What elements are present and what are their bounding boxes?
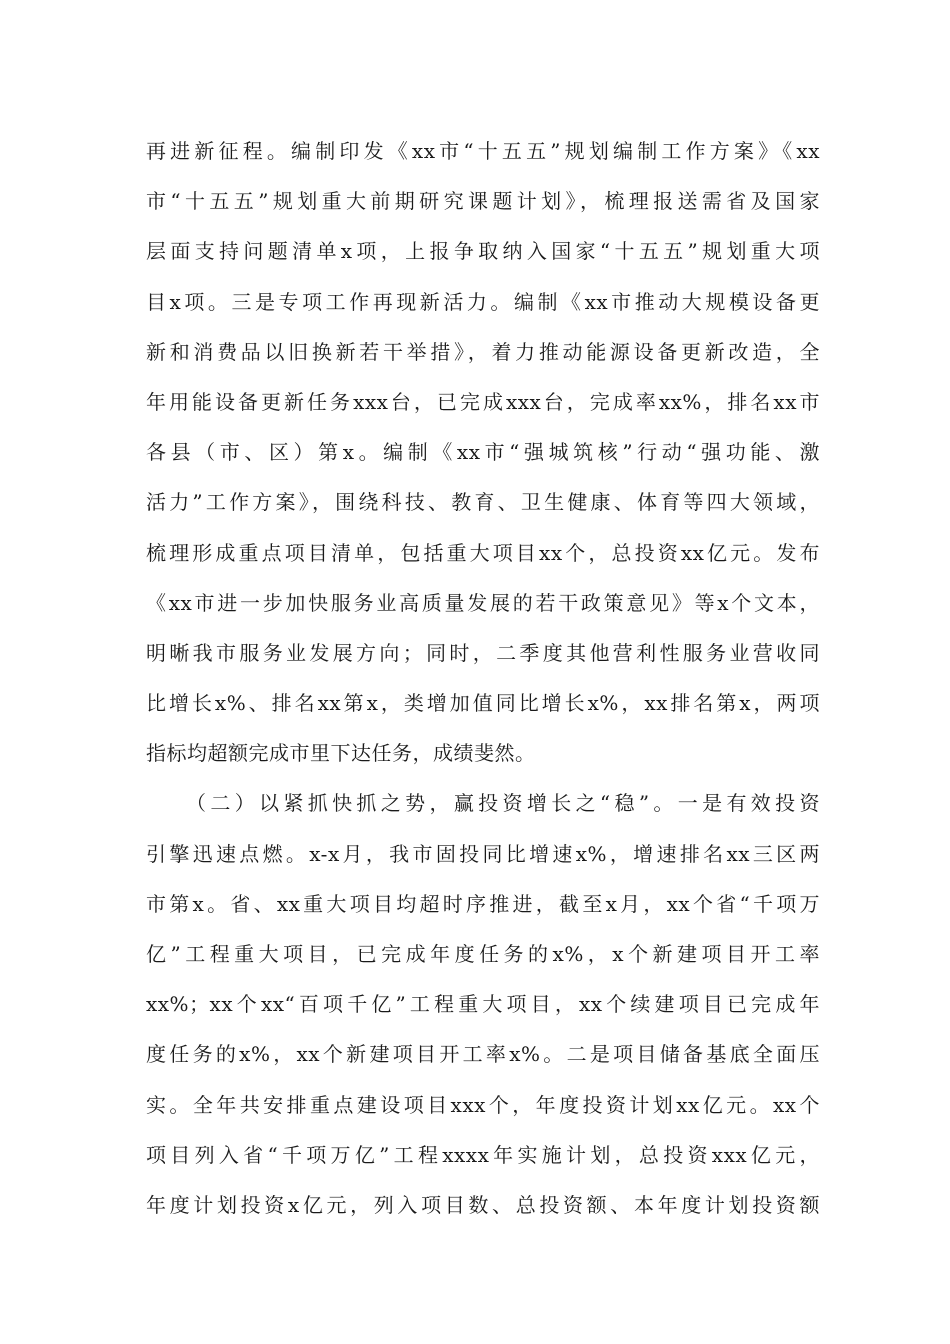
text-line: 亿”工程重大项目，已完成年度任务的x%，x个新建项目开工率 <box>146 942 820 966</box>
text-line: 活力”工作方案》，围绕科技、教育、卫生健康、体育等四大领域， <box>146 490 820 515</box>
text-line: 新和消费品以旧换新若干举措》，着力推动能源设备更新改造，全 <box>146 339 820 364</box>
text-line: 项目列入省“千项万亿”工程xxxx年实施计划，总投资xxx亿元， <box>146 1142 820 1167</box>
section-heading-line: （二）以紧抓快抓之势，赢投资增长之“稳”。一是有效投资 <box>186 791 820 816</box>
text-line: 层面支持问题清单x项，上报争取纳入国家“十五五”规划重大项 <box>146 239 820 264</box>
text-line: 市第x。省、xx重大项目均超时序推进，截至x月，xx个省“千项万 <box>146 891 820 916</box>
text-line: 实。全年共安排重点建设项目xxx个，年度投资计划xx亿元。xx个 <box>146 1092 820 1117</box>
text-line: 度任务的x%，xx个新建项目开工率x%。二是项目储备基底全面压 <box>146 1042 820 1067</box>
text-line: 目x项。三是专项工作再现新活力。编制《xx市推动大规模设备更 <box>146 289 820 314</box>
text-line: 各县（市、区）第x。编制《xx市“强城筑核”行动“强功能、激 <box>146 440 820 465</box>
text-line: 《xx市进一步加快服务业高质量发展的若干政策意见》等x个文本， <box>146 590 820 615</box>
text-line: 明晰我市服务业发展方向；同时，二季度其他营利性服务业营收同 <box>146 640 820 665</box>
text-line: 引擎迅速点燃。x-x月，我市固投同比增速x%，增速排名xx三区两 <box>146 841 820 866</box>
text-line: 年用能设备更新任务xxx台，已完成xxx台，完成率xx%，排名xx市 <box>146 389 820 414</box>
text-line: xx%；xx个xx“百项千亿”工程重大项目，xx个续建项目已完成年 <box>146 992 820 1017</box>
body-text <box>146 126 820 1230</box>
text-line: 指标均超额完成市里下达任务，成绩斐然。 <box>146 741 536 766</box>
text-line: 年度计划投资x亿元，列入项目数、总投资额、本年度计划投资额 <box>146 1192 820 1217</box>
text-line: 比增长x%、排名xx第x，类增加值同比增长x%，xx排名第x，两项 <box>146 691 820 716</box>
text-line: 市“十五五”规划重大前期研究课题计划》，梳理报送需省及国家 <box>146 189 820 214</box>
text-line: 再进新征程。编制印发《xx市“十五五”规划编制工作方案》《xx <box>146 139 820 163</box>
text-line: 梳理形成重点项目清单，包括重大项目xx个，总投资xx亿元。发布 <box>146 540 820 565</box>
